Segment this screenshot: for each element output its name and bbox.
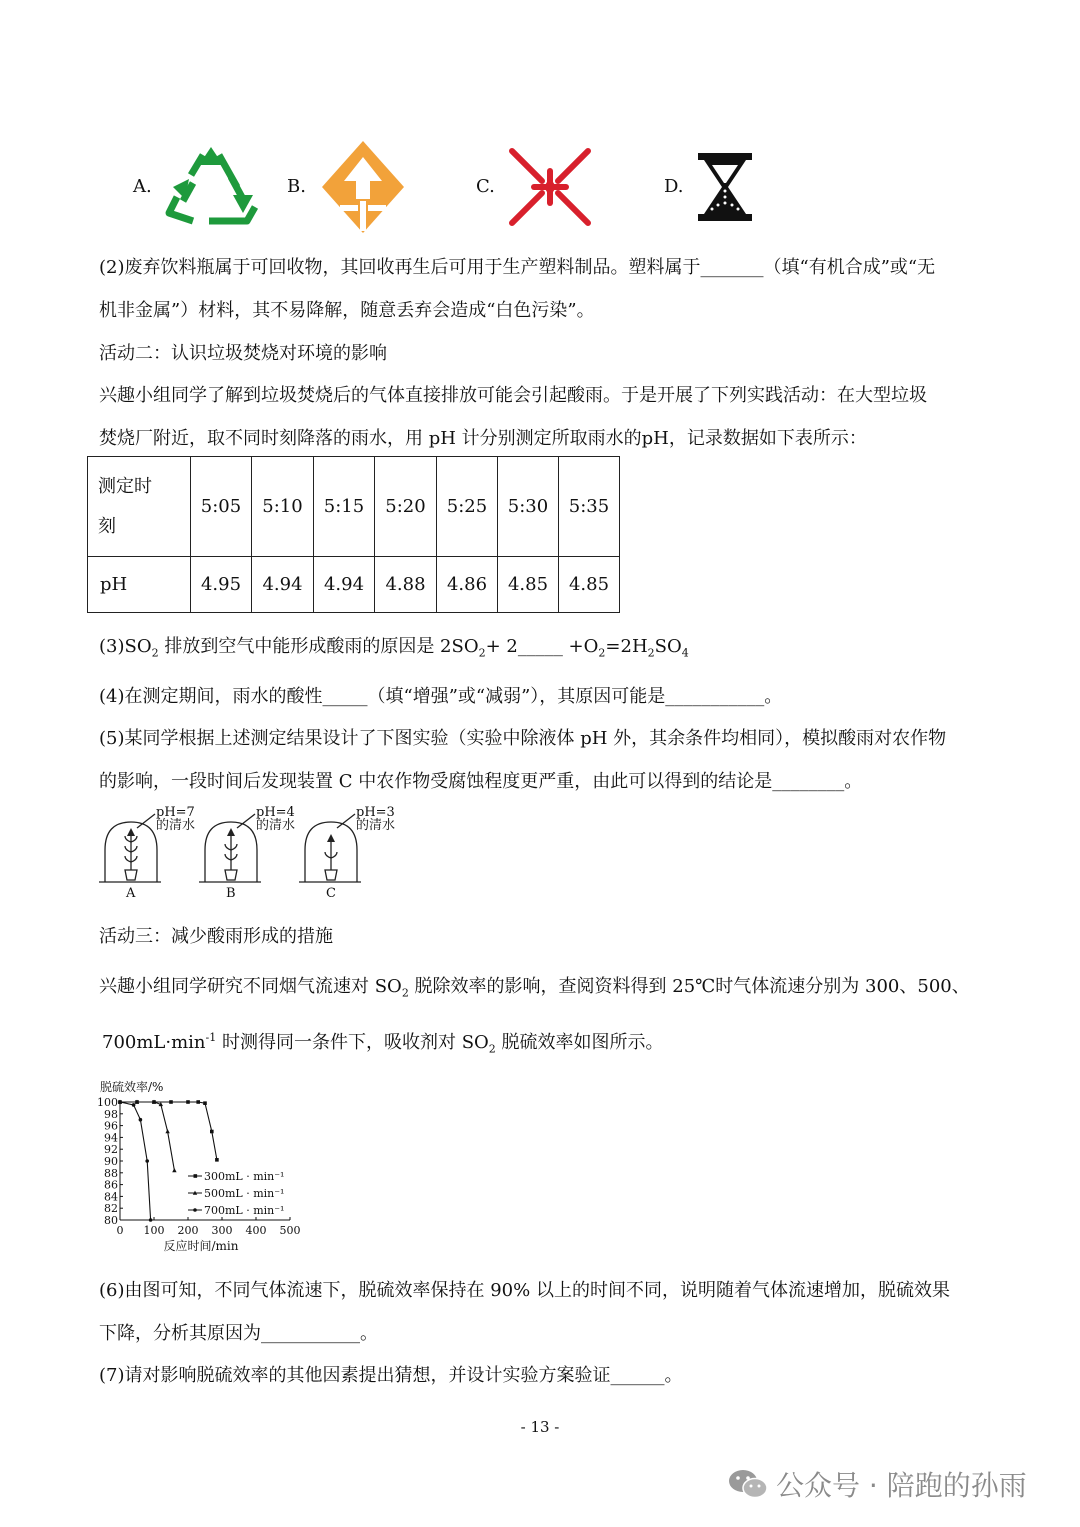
data-point (186, 1100, 190, 1104)
device-a-label: A (126, 886, 136, 901)
ph-label-cell: pH (88, 557, 191, 613)
red-cross-arrows-icon (508, 147, 592, 227)
ph-cell: 4.86 (437, 557, 498, 613)
y-tick-label: 98 (104, 1107, 118, 1121)
x-tick-label: 0 (116, 1224, 124, 1237)
y-tick-label: 88 (104, 1166, 118, 1180)
activity2-title: 活动二：认识垃圾焚烧对环境的影响 (99, 343, 387, 364)
devices-figure (99, 806, 419, 902)
data-point (149, 1218, 153, 1222)
device-b-ph: pH=4 (256, 805, 295, 820)
table-header-cell (88, 457, 191, 557)
data-point (165, 1129, 169, 1133)
q5-line1: (5)某同学根据上述测定结果设计了下图实验（实验中除液体 pH 外，其余条件均相同），模拟酸雨对农作物 (99, 728, 947, 749)
activity3-line2: $700mL\cdot\min^{-1}$ 时测得同一条件下，吸收剂对 $SO_2$ 脱硫效率如图所示。 (102, 1031, 664, 1056)
ph-cell: 4.88 (375, 557, 437, 613)
device-c-label: C (326, 886, 336, 901)
option-c-label: C. (476, 176, 495, 197)
q2-line2: 机非金属”）材料，其不易降解，随意丢弃会造成“白色污染”。 (99, 300, 595, 321)
device-b-water: 的清水 (256, 818, 296, 833)
ph-cell: 4.85 (498, 557, 559, 613)
data-point (145, 1159, 149, 1163)
y-tick-label: 84 (104, 1190, 118, 1204)
desulfurization-chart (96, 1078, 416, 1258)
data-point (196, 1100, 200, 1104)
legend-label-1: 500mL · min⁻¹ (204, 1187, 285, 1200)
q6-line2: 下降，分析其原因为___________。 (99, 1323, 378, 1344)
option-b-label: B. (287, 176, 306, 197)
q6-line1: (6)由图可知，不同气体流速下，脱硫效率保持在 90% 以上的时间不同，说明随着气体流速增加，脱硫效果 (99, 1280, 950, 1301)
device-a-ph: pH=7 (156, 805, 195, 820)
x-tick-label: 400 (245, 1224, 267, 1237)
device-b-caption (256, 806, 295, 832)
legend-label-2: 700mL · min⁻¹ (204, 1204, 285, 1217)
x-tick-label: 500 (279, 1224, 301, 1237)
activity3-line2-c: 脱硫效率如图所示。 (495, 1032, 664, 1053)
y-tick-label: 100 (97, 1096, 118, 1109)
q2-line1: (2)废弃饮料瓶属于可回收物，其回收再生后可用于生产塑料制品。塑料属于_______（填“有机合成”或“无 (99, 257, 936, 278)
recycle-icon (163, 143, 261, 229)
data-point (215, 1158, 219, 1162)
header-line1: 测定时 (98, 475, 152, 497)
time-cell: 5:30 (498, 457, 559, 557)
data-point (172, 1168, 176, 1172)
q3-prefix: (3)SO (99, 636, 152, 657)
wechat-icon (728, 1467, 768, 1501)
y-axis-label: 脱硫效率/% (100, 1080, 164, 1094)
q3-mid: 排放到空气中能形成酸雨的原因是 2SO (158, 636, 479, 657)
legend-label-0: 300mL · min⁻¹ (204, 1170, 285, 1183)
activity3-title: 活动三：减少酸雨形成的措施 (99, 926, 333, 947)
header-line2: 刻 (98, 515, 116, 537)
q3-mid2: + 2_____ +O (485, 636, 599, 657)
x-axis-label: 反应时间/min (163, 1239, 239, 1253)
data-point (118, 1100, 122, 1104)
hourglass-icon (696, 151, 754, 223)
activity3-line1-a: 兴趣小组同学研究不同烟气流速对 SO (99, 976, 402, 997)
time-cell: 5:15 (314, 457, 375, 557)
chart-svg (96, 1078, 416, 1258)
ph-cell: 4.85 (559, 557, 620, 613)
activity3-line1: 兴趣小组同学研究不同烟气流速对 $SO_2$ 脱除效率的影响，查阅资料得到 25℃时气体流速分别为 300、500、 (99, 976, 970, 1000)
activity3-line2-b: 时测得同一条件下，吸收剂对 SO (216, 1032, 489, 1053)
watermark-text: 公众号 · 陪跑的孙雨 (776, 1469, 1027, 1502)
ph-cell: 4.94 (252, 557, 314, 613)
device-a-water: 的清水 (156, 818, 196, 833)
data-point (169, 1100, 173, 1104)
q3-so: SO (654, 636, 682, 657)
time-cell: 5:20 (375, 457, 437, 557)
y-tick-label: 92 (104, 1143, 118, 1157)
device-a-caption (156, 806, 195, 832)
legend-marker (193, 1208, 197, 1212)
page-number: - 13 - (520, 1418, 560, 1436)
q3-eq: =2H (605, 636, 648, 657)
device-c-water: 的清水 (356, 818, 396, 833)
q7-line: (7)请对影响脱硫效率的其他因素提出猜想，并设计实验方案验证______。 (99, 1365, 683, 1386)
y-tick-label: 94 (104, 1131, 118, 1145)
time-cell: 5:05 (191, 457, 252, 557)
time-cell: 5:25 (437, 457, 498, 557)
ph-cell: 4.95 (191, 557, 252, 613)
device-b-label: B (226, 886, 236, 901)
watermark (728, 1464, 1027, 1504)
legend-marker (194, 1174, 198, 1178)
table-row (88, 557, 620, 613)
ph-cell: 4.94 (314, 557, 375, 613)
activity3-line1-b: 脱除效率的影响，查阅资料得到 25℃时气体流速分别为 300、500、 (408, 976, 970, 997)
device-c-ph: pH=3 (356, 805, 395, 820)
activity3-line2-a: 700mL·min (102, 1032, 206, 1053)
q4-line: (4)在测定期间，雨水的酸性_____（填“增强”或“减弱”），其原因可能是___________。 (99, 686, 783, 707)
time-cell: 5:35 (559, 457, 620, 557)
ph-table (87, 456, 620, 613)
data-point (203, 1101, 207, 1105)
y-tick-label: 86 (104, 1178, 118, 1192)
arrows-logo-icon (318, 139, 408, 235)
activity2-line2: 焚烧厂附近，取不同时刻降落的雨水，用 pH 计分别测定所取雨水的pH，记录数据如下表所示： (99, 428, 867, 449)
y-tick-label: 80 (104, 1214, 118, 1227)
data-point (132, 1103, 136, 1107)
table-row (88, 457, 620, 557)
activity2-line1: 兴趣小组同学了解到垃圾焚烧后的气体直接排放可能会引起酸雨。于是开展了下列实践活动：在大型垃圾 (99, 385, 927, 406)
data-point (210, 1130, 214, 1134)
y-tick-label: 82 (104, 1202, 118, 1216)
time-cell: 5:10 (252, 457, 314, 557)
y-tick-label: 90 (104, 1155, 118, 1168)
option-a-label: A. (133, 176, 152, 197)
y-tick-label: 96 (104, 1119, 118, 1133)
device-c-caption (356, 806, 395, 832)
option-d-label: D. (664, 176, 684, 197)
q5-line2: 的影响，一段时间后发现装置 C 中农作物受腐蚀程度更严重，由此可以得到的结论是________。 (99, 771, 863, 792)
x-tick-label: 200 (177, 1224, 199, 1237)
x-tick-label: 100 (143, 1224, 165, 1237)
x-tick-label: 300 (211, 1224, 233, 1237)
q3-line: $(3)SO_2$ 排放到空气中能形成酸雨的原因是 $2SO_2+$ 2_____ $+O_2=2H_2SO_4$ (99, 636, 689, 660)
data-point (139, 1118, 143, 1122)
